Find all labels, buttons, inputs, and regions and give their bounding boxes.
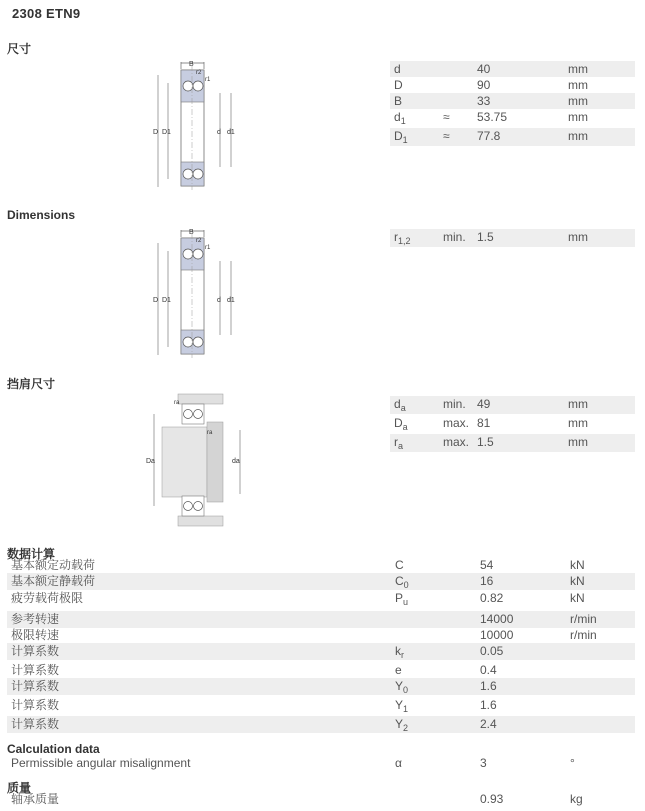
calc-row <box>7 627 635 644</box>
section-heading-abutment: 挡肩尺寸 <box>7 377 56 391</box>
calc-value: 10000 <box>480 628 514 642</box>
dim-row: d 40 mm <box>390 61 635 77</box>
calc-label: 极限转速 <box>11 628 60 642</box>
section-heading-dimensions-cn: 尺寸 <box>7 42 32 56</box>
calc-row <box>7 573 635 590</box>
calc-row <box>7 697 635 714</box>
calc-label: 参考转速 <box>11 612 60 626</box>
calc-row <box>7 590 635 607</box>
calc-symbol: e <box>395 663 402 677</box>
calc-value: 1.6 <box>480 698 497 712</box>
bearing-dimension-drawing-2 <box>148 223 248 361</box>
calc-label: 计算系数 <box>11 679 60 693</box>
calc-unit: r/min <box>570 612 597 626</box>
calc-label: 基本额定动载荷 <box>11 558 96 572</box>
abut-row: $d_a$ min. 49 mm <box>390 396 635 414</box>
calc-value: 2.4 <box>480 717 497 731</box>
svg-text:r1: r1 <box>205 245 211 251</box>
section-heading-calc-en: Calculation data <box>7 742 100 756</box>
dim-row: D 90 mm <box>394 78 588 92</box>
calc-unit: r/min <box>570 628 597 642</box>
dim2-row: $r_{1,2}$ min. 1.5 mm <box>390 229 635 247</box>
svg-text:ra: ra <box>207 430 213 436</box>
calc-row <box>7 662 635 679</box>
mass-row: 轴承质量 0.93 kg <box>11 792 583 806</box>
calc-value: 16 <box>480 574 494 588</box>
calc-symbol: C <box>395 558 404 572</box>
label-d1: d1 <box>227 129 235 136</box>
calc-label: 计算系数 <box>11 663 60 677</box>
calc-row <box>7 643 635 660</box>
calc-label: 计算系数 <box>11 644 60 658</box>
page-title: 2308 ETN9 <box>12 6 81 21</box>
bearing-dimension-drawing-1 <box>148 55 248 193</box>
calc-label: 计算系数 <box>11 717 60 731</box>
label-ra: ra <box>174 400 180 406</box>
dim-row: $D_1$ ≈ 77.8 mm <box>390 128 635 146</box>
label-r1: r1 <box>205 77 211 83</box>
calc-unit: kN <box>570 574 585 588</box>
section-heading-mass: 质量 <box>7 781 32 795</box>
calc-value: 0.82 <box>480 591 504 605</box>
abutment-drawing <box>140 392 250 530</box>
calc-symbol: $Y_0$ <box>395 679 409 695</box>
label-D: D <box>153 129 159 136</box>
calc-unit: kN <box>570 558 585 572</box>
calc-value: 54 <box>480 558 494 572</box>
calc-row <box>7 557 635 574</box>
calc-unit: kN <box>570 591 585 605</box>
label-d: d <box>217 129 221 136</box>
svg-text:d1: d1 <box>227 297 235 304</box>
dim-row: B 33 mm <box>390 93 635 109</box>
calc-label: 计算系数 <box>11 698 60 712</box>
label-r2: r2 <box>196 70 202 76</box>
svg-text:B: B <box>189 229 194 236</box>
abut-row: $D_a$ max. 81 mm <box>394 416 588 432</box>
calc-value: 1.6 <box>480 679 497 693</box>
section-heading-dimensions-en: Dimensions <box>7 208 76 222</box>
label-Da: Da <box>146 458 155 465</box>
calc-row <box>7 716 635 733</box>
svg-text:r2: r2 <box>196 238 202 244</box>
calc-symbol: $P_u$ <box>395 591 409 607</box>
abut-row: $r_a$ max. 1.5 mm <box>390 434 635 452</box>
label-B: B <box>189 61 194 68</box>
calc-symbol: $C_0$ <box>395 574 409 590</box>
calc-value: 0.4 <box>480 663 497 677</box>
svg-text:D1: D1 <box>162 297 171 304</box>
label-D1: D1 <box>162 129 171 136</box>
calc-symbol: $Y_1$ <box>395 698 409 714</box>
calc-row <box>7 611 635 628</box>
calc-value: 14000 <box>480 612 514 626</box>
calc-value: 0.05 <box>480 644 504 658</box>
dim-row: $d_1$ ≈ 53.75 mm <box>394 110 588 126</box>
calc-symbol: $Y_2$ <box>395 717 409 733</box>
calc-en-row: Permissible angular misalignment α 3 ° <box>11 756 575 770</box>
calc-label: 基本额定静载荷 <box>11 574 96 588</box>
section-heading-calc-cn: 数据计算 <box>7 547 56 561</box>
calc-symbol: $k_r$ <box>395 644 404 660</box>
calc-row <box>7 678 635 695</box>
svg-text:d: d <box>217 297 221 304</box>
calc-label: 疲劳载荷极限 <box>11 591 84 605</box>
label-da: da <box>232 458 240 465</box>
svg-text:D: D <box>153 297 159 304</box>
